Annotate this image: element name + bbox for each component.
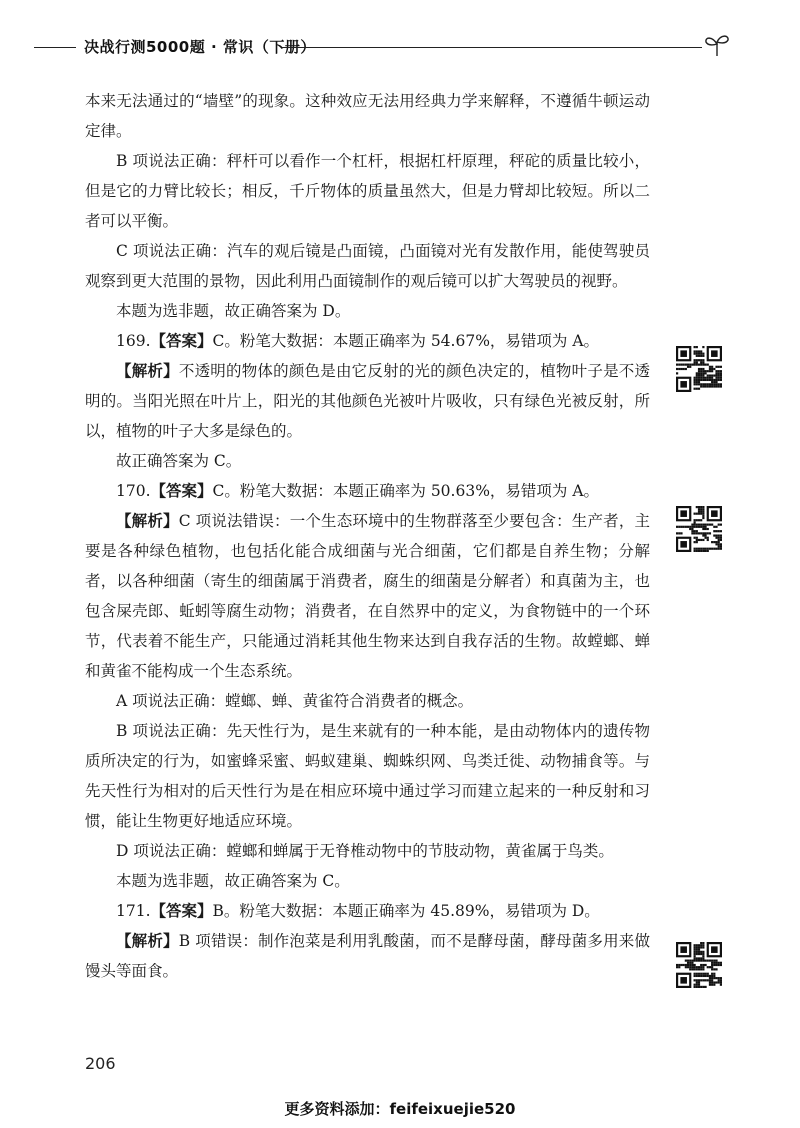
page-number: 206 [85, 1054, 116, 1073]
paragraph: 本题为选非题，故正确答案为 C。 [116, 872, 350, 890]
answer-label: 【答案】 [150, 332, 213, 350]
answer-line-169: 169.【答案】C。粉笔大数据：本题正确率为 54.67%，易错项为 A。 [116, 332, 600, 350]
footer-note: 更多资料添加：feifeixuejie520 [284, 1100, 516, 1118]
page-body [85, 86, 650, 986]
qr-code-icon[interactable] [676, 346, 722, 392]
analysis-171: 【解析】B 项错误：制作泡菜是利用乳酸菌，而不是酵母菌，酵母菌多用来做馒头等面食。 [85, 932, 650, 980]
header-rule-right [282, 47, 702, 48]
paragraph: B 项说法正确：秤杆可以看作一个杠杆，根据杠杆原理，秤砣的质量比较小，但是它的力臂比较长；相反，千斤物体的质量虽然大，但是力臂却比较短。所以二者可以平衡。 [85, 152, 650, 230]
paragraph: B 项说法正确：先天性行为，是生来就有的一种本能，是由动物体内的遗传物质所决定的行为，如蜜蜂采蜜、蚂蚁建巢、蜘蛛织网、鸟类迁徙、动物捕食等。与先天性行为相对的后天性行为是在相应环境中通过学习而建立起来的一种反射和习惯，能让生物更好地适应环境。 [85, 722, 650, 830]
sprout-icon [702, 32, 732, 58]
answer-label: 【答案】 [150, 482, 213, 500]
header-rule-left [34, 47, 76, 48]
running-header [0, 30, 800, 70]
answer-line-170: 170.【答案】C。粉笔大数据：本题正确率为 50.63%，易错项为 A。 [116, 482, 600, 500]
paragraph: A 项说法正确：螳螂、蝉、黄雀符合消费者的概念。 [116, 692, 474, 710]
qr-code-icon[interactable] [676, 942, 722, 988]
analysis-label: 【解析】 [116, 362, 179, 380]
paragraph: 本题为选非题，故正确答案为 D。 [116, 302, 351, 320]
analysis-169: 【解析】不透明的物体的颜色是由它反射的光的颜色决定的，植物叶子是不透明的。当阳光照在叶片上，阳光的其他颜色光被叶片吸收，只有绿色光被反射，所以，植物的叶子大多是绿色的。 [85, 362, 650, 440]
qr-code-icon[interactable] [676, 506, 722, 552]
answer-label: 【答案】 [150, 902, 213, 920]
analysis-170: 【解析】C 项说法错误：一个生态环境中的生物群落至少要包含：生产者，主要是各种绿色植物，也包括化能合成细菌与光合细菌，它们都是自养生物；分解者，以各种细菌（寄生的细菌属于消费者，腐生的细菌是分解者）和真菌为主，也包含屎壳郎、蚯蚓等腐生动物；消费者，在自然界中的定义，为食物链中的一个环节，代表着不能生产，只能通过消耗其他生物来达到自我存活的生物。故螳螂、蝉和黄雀不能构成一个生态系统。 [85, 512, 650, 680]
analysis-label: 【解析】 [116, 512, 179, 530]
book-title: 决战行测5000题 · 常识（下册） [84, 38, 316, 56]
analysis-label: 【解析】 [116, 932, 179, 950]
paragraph: 本来无法通过的“墙壁”的现象。这种效应无法用经典力学来解释，不遵循牛顿运动定律。 [85, 92, 650, 140]
paragraph: C 项说法正确：汽车的观后镜是凸面镜，凸面镜对光有发散作用，能使驾驶员观察到更大范围的景物，因此利用凸面镜制作的观后镜可以扩大驾驶员的视野。 [85, 242, 650, 290]
answer-line-171: 171.【答案】B。粉笔大数据：本题正确率为 45.89%，易错项为 D。 [116, 902, 600, 920]
paragraph: 故正确答案为 C。 [116, 452, 242, 470]
paragraph: D 项说法正确：螳螂和蝉属于无脊椎动物中的节肢动物，黄雀属于鸟类。 [116, 842, 614, 860]
